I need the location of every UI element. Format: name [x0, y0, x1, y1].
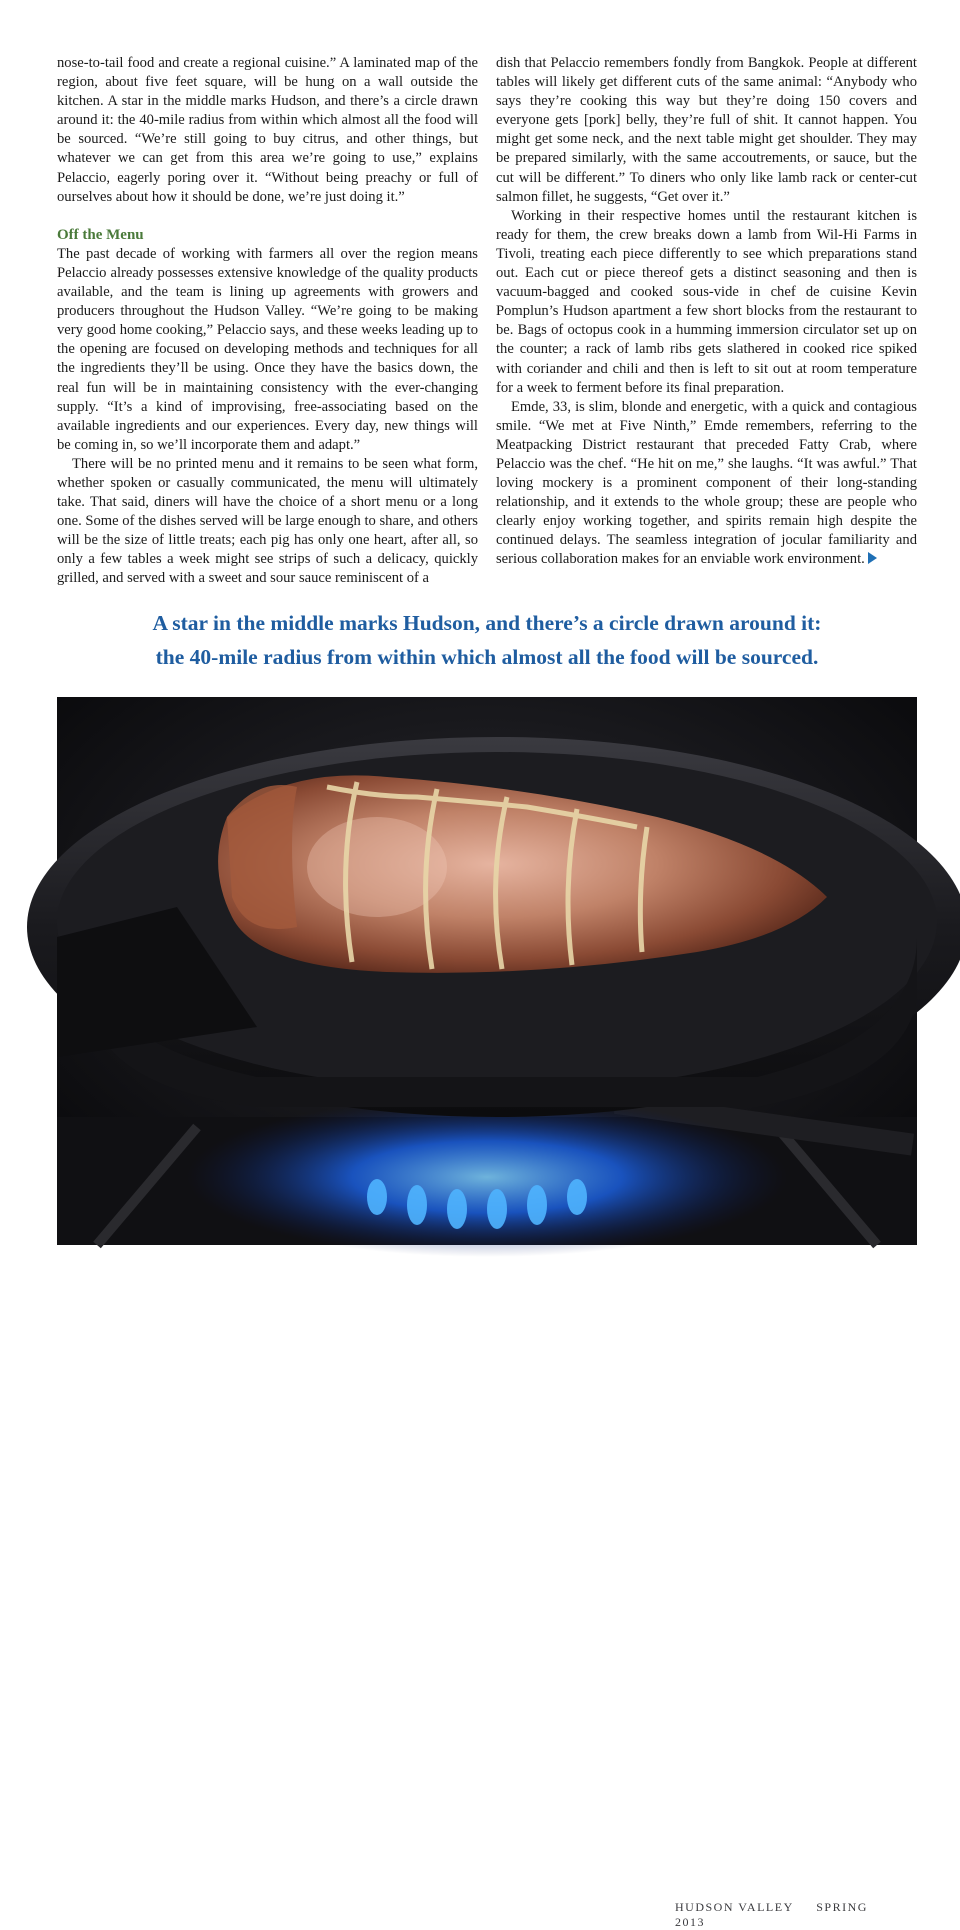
paragraph: Working in their respective homes until the restaurant kitchen is ready for them, the crew breaks down a lamb from Wil-Hi Farms in Tivoli, treating each piece differently to see which preparations stand out. Each cut or piece thereof gets a distinct seasoning and then is vacuum-bagged and cooked sous-vide in chef de cuisine Kevin Pomplun’s Hudson apartment a few short blocks from the restaurant to be. Bags of octopus cook in a humming immersion circulator set up on the counter; a rack of lamb ribs gets slathered in cooked rice spiked with coriander and chili and then is left to sit out at room temperature for a week to ferment before its final preparation.	[496, 207, 917, 396]
folio-issue: SPRING 2013	[675, 1900, 868, 1929]
end-of-article-icon	[868, 552, 877, 564]
folio	[675, 1900, 917, 1930]
paragraph: nose-to-tail food and create a regional cuisine.” A laminated map of the region, about five feet square, will be hung on a wall outside the kitchen. A star in the middle marks Hudson, and there’s a circle drawn around it: the 40-mile radius from within which almost all the food will be sourced. “We’re still going to buy citrus, and other things, but whatever we can get from this area we’re going to use,” explains Pelaccio, eagerly poring over it. “Without being preachy or full of ourselves about how it should be done, we’re just doing it.”	[57, 55, 478, 205]
paragraph-final	[496, 398, 917, 570]
article-column-right	[496, 54, 917, 570]
folio-publication: HUDSON VALLEY	[675, 1900, 794, 1914]
article-column-left	[57, 54, 478, 589]
photo-illustration	[57, 697, 917, 1245]
paragraph: dish that Pelaccio remembers fondly from Bangkok. People at different tables will likely get different cuts of the same animal: “Anybody who says they’re cooking this way but they’re doing 150 covers and everyone gets [pork] belly, they’re full of shit. It cannot happen. You might get some neck, and the next table might get shoulder. They may be prepared similarly, with the same accoutrements, or sauce, but the cut will be different.” To diners who only like lamb rack or center-cut salmon fillet, he suggests, “Get over it.”	[496, 55, 917, 205]
photo-pork-roast-in-pan	[57, 697, 917, 1929]
pull-quote-line-1: A star in the middle marks Hudson, and there’s a circle drawn around it:	[152, 611, 822, 635]
paragraph: The past decade of working with farmers all over the region means Pelaccio already possesses extensive knowledge of the quality products available, and the team is lining up agreements with growers and producers throughout the Hudson Valley. “We’re going to be making very good home cooking,” Pelaccio says, and these weeks leading up to the opening are focused on developing methods and techniques for all the ingredients they’ll be using. Once they have the basics down, the real fun will be in maintaining consistency with the ever-changing supply. “It’s a kind of improvising, free-associating based on the available ingredients and our experiences. Every day, new things will be coming in, so we’ll incorporate them and adapt.”	[57, 245, 478, 453]
pull-quote	[57, 606, 917, 674]
pull-quote-line-2: the 40-mile radius from within which almost all the food will be sourced.	[155, 645, 819, 669]
section-subhead: Off the Menu	[57, 226, 144, 243]
paragraph: There will be no printed menu and it remains to be seen what form, whether spoken or casually communicated, the menu will ultimately take. That said, diners will have the choice of a short menu or a long one. Some of the dishes served will be large enough to share, and others will be the size of little treats; each pig has only one heart, after all, so only a few tables a week might see strips of such a delicacy, quickly grilled, and served with a sweet and sour sauce reminiscent of a	[57, 455, 478, 587]
paragraph-text: Emde, 33, is slim, blonde and energetic, with a quick and contagious smile. “We met at Five Ninth,” Emde remembers, referring to the Meatpacking District restaurant that preceded Fatty Crab, where Pelaccio was the chef. “He hit on me,” she laughs. “It was awful.” That loving mockery is a prominent component of their long-standing relationship, and it extends to the whole group; these are people who clearly enjoy working together, and spirits remain high despite the continued delays. The seamless integration of jocular familiarity and serious collaboration makes for an enviable work environment.	[496, 398, 917, 568]
